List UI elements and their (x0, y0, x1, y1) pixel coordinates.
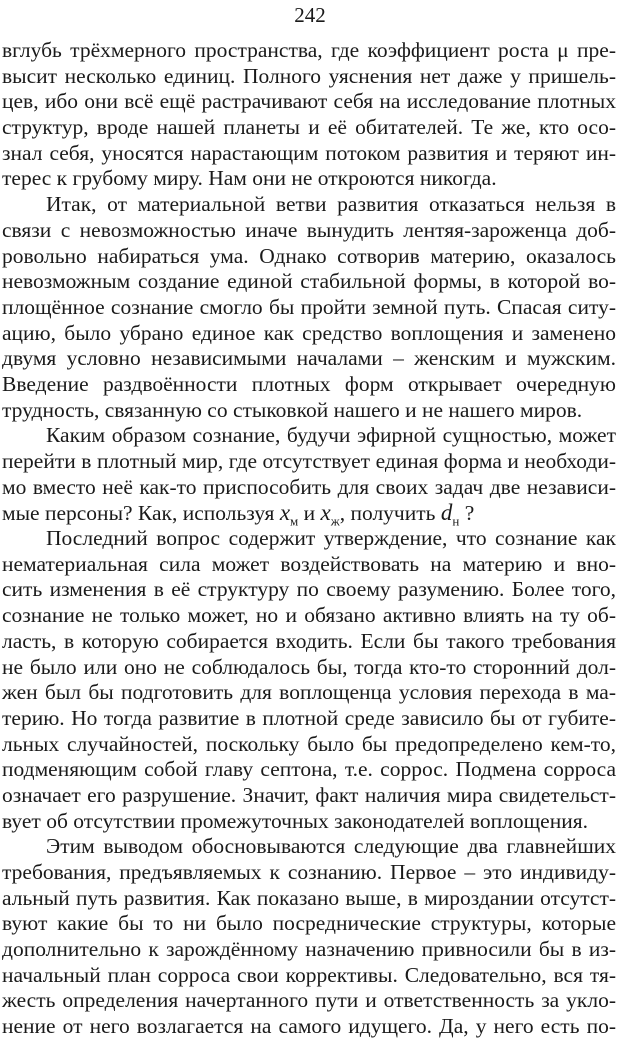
page-text (0, 38, 620, 1040)
text-line: дополнительно к зарождённому назначению привносили бы в из- (2, 937, 616, 962)
text-line: жен был бы подготовить для воплощенца условия перехода в ма- (2, 680, 616, 705)
text-line: цев, ибо они всё ещё растрачивают себя на исследование плотных (2, 89, 616, 114)
text-line: высит несколько единиц. Полного уяснения нет даже у пришель- (2, 63, 616, 88)
formula-d-n: $d_н$ (440, 500, 460, 529)
text-line: Этим выводом обосновываются следующие два главнейших (46, 834, 616, 859)
text-line: не было или оно не соблюдалось бы, тогда кто-то сторонний дол- (2, 654, 616, 679)
formula-x-m-subscript: м (290, 513, 299, 529)
text-span: мые персоны? Как, используя (2, 501, 280, 526)
paragraph (0, 192, 620, 423)
text-line: Последний вопрос содержит утверждение, что сознание как (46, 526, 616, 551)
text-line: начальный план сорроса свои коррективы. Следовательно, вся тя- (2, 962, 616, 987)
formula-x-zh: $x_ж$ (320, 500, 340, 529)
paragraph (0, 38, 620, 192)
text-line: знал себя, уносятся нарастающим потоком развития и теряют ин- (2, 140, 616, 165)
text-line: перейти в плотный мир, где отсутствует единая форма и необходи- (2, 449, 616, 473)
paragraph (0, 423, 620, 529)
text-line: льных случайностей, поскольку было бы предопределено кем-то, (2, 731, 616, 756)
text-line: нематериальная сила может воздействовать на материю и вно- (2, 551, 616, 576)
text-line: вуют какие бы то ни было посреднические структуры, которые (2, 911, 616, 936)
formula-d-n-subscript: н (452, 513, 460, 529)
paragraph (0, 526, 620, 834)
text-line: площённое сознание смогло бы пройти земной путь. Спасая ситу- (2, 294, 616, 319)
formula-x-zh-subscript: ж (330, 513, 340, 529)
paragraph (0, 834, 620, 1040)
text-line: невозможным создание единой стабильной формы, в которой во- (2, 269, 616, 294)
text-line: ровольно набираться ума. Однако сотворив материю, оказалось (2, 243, 616, 268)
text-line: Введение раздвоённости плотных форм открывает очередную (2, 371, 616, 396)
text-line: вует об отсутствии промежуточных законодателей воплощения. (2, 808, 588, 833)
text-line: жесть определения начертанного пути и ответственность за укло- (2, 988, 616, 1013)
formula-x-m: $x_м$ (279, 500, 299, 529)
text-line: терию. Но тогда развитие в плотной среде зависило бы от губите- (2, 705, 616, 730)
text-line: означает его разрушение. Значит, факт наличия мира свидетельст- (2, 782, 616, 807)
text-line: сить изменения в её структуру по своему разумению. Более того, (2, 577, 616, 602)
text-line: Итак, от материальной ветви развития отказаться нельзя в (46, 192, 616, 217)
text-line: подменяющим собой главу септона, т.е. соррос. Подмена сорроса (2, 757, 616, 782)
text-line: двумя условно независимыми началами – женским и мужским. (2, 346, 616, 371)
text-line: требования, предъявляемых к сознанию. Первое – это индивиду- (2, 860, 616, 884)
text-line: альный путь развития. Как показано выше, в мироздании отсутст- (2, 885, 616, 910)
text-line: сознание не только может, но и обязано активно влиять на ту об- (2, 603, 616, 628)
text-span: и (298, 501, 321, 526)
text-line: нение от него возлагается на самого идущего. Да, у него есть по- (2, 1014, 616, 1039)
text-line: вглубь трёхмерного пространства, где коэффициент роста μ пре- (2, 38, 616, 62)
text-line: ласть, в которую собирается входить. Если бы такого требования (2, 628, 616, 653)
text-span: ? (459, 501, 475, 526)
text-line: структур, вроде нашей планеты и её обитателей. Те же, кто осо- (2, 115, 616, 140)
text-line: терес к грубому миру. Нам они не откроются никогда. (2, 166, 497, 191)
page-number: 242 (294, 3, 326, 27)
text-line: Каким образом сознание, будучи эфирной сущностью, может (46, 423, 616, 448)
text-line: ацию, было убрано единое как средство воплощения и заменено (2, 320, 616, 345)
text-line: связи с невозможностью иначе вынудить лентяя-зароженца доб- (2, 217, 616, 242)
text-span: , получить (339, 501, 441, 526)
text-line-with-formula (0, 500, 620, 529)
text-line: трудность, связанную со стыковкой нашего и не нашего миров. (2, 397, 583, 422)
text-line: мо вместо неё как-то приспособить для своих задач две независи- (2, 474, 616, 499)
